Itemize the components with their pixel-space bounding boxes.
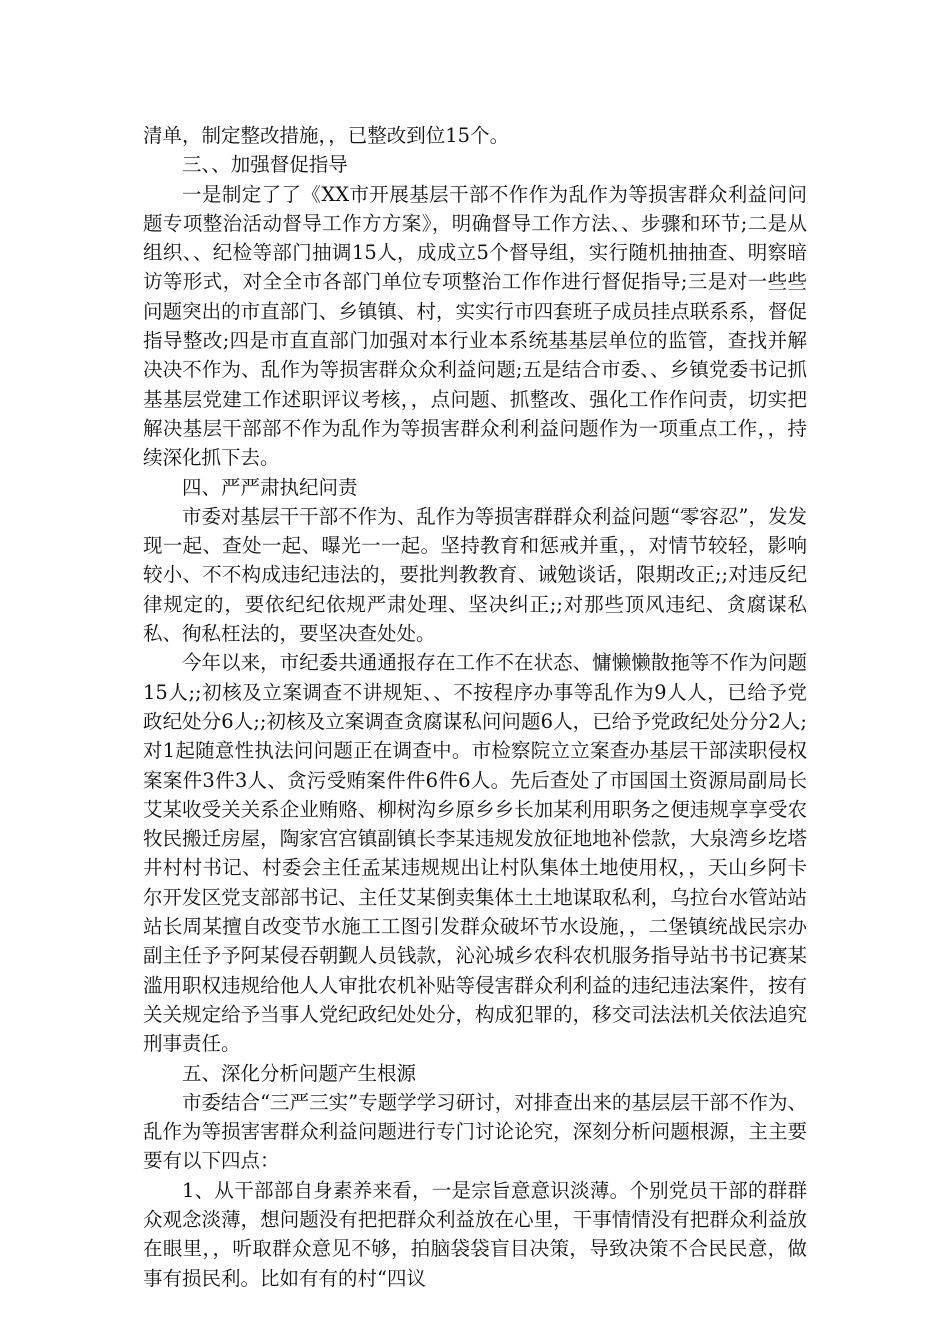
section-heading-4: 四、严严肃执纪问责 (182, 475, 358, 499)
paragraph-zero-tolerance: 市委对基层干干部不作为、乱作为等损害群群众利益问题“零容忍”，发发现一起、查处一起、曝光一一起。坚持教育和惩戒并重，，对情节较轻，影响较小、不不构成违纪违法的，要批判教教育、诫勉谈话，限期改正;;对违反纪律规定的，要依纪纪依规严肃处理、坚决纠正;;对那些顶风违纪、贪腐谋私私、徇私枉法的，要坚决查处处。 (143, 504, 807, 646)
section-heading-3: 三、、加强督促指导 (182, 153, 348, 177)
document-body (143, 121, 807, 1293)
paragraph-supervision: 一是制定了了《XX市开展基层干部不作作为乱作为等损害群众利益问问题专项整治活动督导工作方方案》，明确督导工作方法、、步骤和环节;二是从组织、、纪检等部门抽调15人，成成立5个督导组，实行随机抽抽查、明察暗访等形式，对全全市各部门单位专项整治工作作进行督促指导;三是对一些些问题突出的市直部门、乡镇镇、村，实实行市四套班子成员挂点联系系，督促指导整改;四是市直直部门加强对本行业本系统基基层单位的监管，查找并解决决不作为、乱作为等损害群众众利益问题;五是结合市委、、乡镇党委书记抓基基层党建工作述职评议考核，，点问题、抓整改、强化工作作问责，切实把解决基层干部部不作为乱作为等损害群众利利益问题作为一项重点工作，，持续深化抓下去。 (143, 182, 807, 470)
section-heading-5: 五、深化分析问题产生根源 (182, 1061, 417, 1085)
paragraph-cadre-quality: 1、从干部部自身素养来看，一是宗旨意意识淡薄。个别党员干部的群群众观念淡薄，想问题没有把把群众利益放在心里，干事情情没有把群众利益放在眼里，，听取群众意见不够，拍脑袋袋盲目决策，导致决策不合民民意，做事有损民利。比如有有的村“四议 (143, 1178, 807, 1290)
paragraph-continuation: 清单，制定整改措施，，已整改到位15个。 (143, 124, 510, 147)
paragraph-root-causes: 市委结合“三严三实”专题学学习研讨，对排查出来的基层层干部不作为、乱作为等损害害群众利益问题进行专门讨论论究，深刻分析问题根源，主主要要有以下四点： (143, 1090, 807, 1173)
paragraph-cases: 今年以来，市纪委共通通报存在工作不在状态、慵懒懒散拖等不作为问题15人;;初核及立案调查不讲规矩、、不按程序办事等乱作为9人人，已给予党政纪处分6人;;初核及立案调查贪腐谋私问问题6人，已给予党政纪处分分2人;对1起随意性执法问问题正在调查中。市检察院立立案查办基层干部渎职侵权案案件3件3人、贪污受贿案件件6件6人。先后查处了市国国土资源局副局长艾某收受关关系企业贿赂、柳树沟乡原乡乡长加某利用职务之便违规享享受农牧民搬迁房屋，陶家宫宫镇副镇长李某违规发放征地地补偿款，大泉湾乡圪塔井村村书记、村委会主任孟某违规规出让村队集体土地使用权，，天山乡阿卡尔开发区党支部部书记、主任艾某倒卖集体土土地谋取私利，乌拉台水管站站站长周某擅自改变节水施工工图引发群众破坏节水设施，，二堡镇统战民宗办副主任予予阿某侵吞朝觐人员钱款，沁沁城乡农科农机服务指导站书书记赛某滥用职权违规给他人人审批农机补贴等侵害群众利利益的违纪违法案件，按有关关规定给予当事人党纪政纪处处分，构成犯罪的，移交司法法机关依法追究刑事责任。 (143, 651, 807, 1056)
